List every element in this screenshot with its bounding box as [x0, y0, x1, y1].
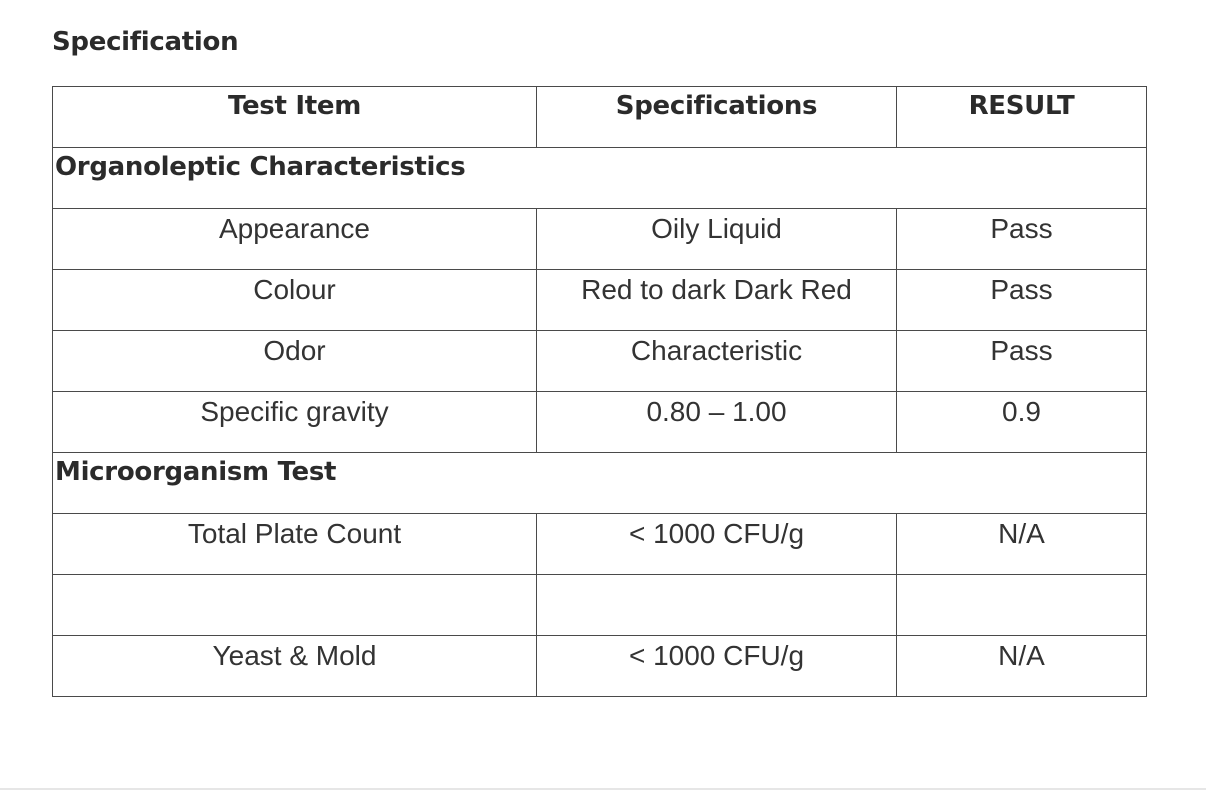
- test-item-cell: [53, 575, 537, 636]
- table-row: [53, 270, 1147, 331]
- specification-cell: < 1000 CFU/g: [537, 636, 897, 697]
- specification-cell: Red to dark Dark Red: [537, 270, 897, 331]
- section-row-organoleptic: [53, 148, 1147, 209]
- specification-table: [52, 86, 1147, 697]
- test-item-cell: Odor: [53, 331, 537, 392]
- result-cell: 0.9: [897, 392, 1147, 453]
- result-cell: Pass: [897, 331, 1147, 392]
- specification-cell: < 1000 CFU/g: [537, 514, 897, 575]
- specification-cell: Characteristic: [537, 331, 897, 392]
- result-cell: N/A: [897, 514, 1147, 575]
- test-item-cell: Colour: [53, 270, 537, 331]
- table-row: [53, 209, 1147, 270]
- column-header-specifications: Specifications: [537, 87, 897, 148]
- test-item-cell: Appearance: [53, 209, 537, 270]
- table-row: [53, 636, 1147, 697]
- table-row: [53, 331, 1147, 392]
- test-item-cell: Yeast & Mold: [53, 636, 537, 697]
- table-row: [53, 514, 1147, 575]
- specification-cell: Oily Liquid: [537, 209, 897, 270]
- test-item-cell: Specific gravity: [53, 392, 537, 453]
- table-row: [53, 392, 1147, 453]
- table-row-empty: [53, 575, 1147, 636]
- specification-cell: [537, 575, 897, 636]
- page-title: Specification: [52, 27, 239, 57]
- column-header-test-item: Test Item: [53, 87, 537, 148]
- result-cell: N/A: [897, 636, 1147, 697]
- bottom-divider: [0, 788, 1206, 790]
- table-header-row: [53, 87, 1147, 148]
- section-label-organoleptic: Organoleptic Characteristics: [53, 148, 1147, 209]
- result-cell: Pass: [897, 209, 1147, 270]
- specification-cell: 0.80 – 1.00: [537, 392, 897, 453]
- column-header-result: RESULT: [897, 87, 1147, 148]
- result-cell: Pass: [897, 270, 1147, 331]
- section-row-microorganism: [53, 453, 1147, 514]
- test-item-cell: Total Plate Count: [53, 514, 537, 575]
- section-label-microorganism: Microorganism Test: [53, 453, 1147, 514]
- result-cell: [897, 575, 1147, 636]
